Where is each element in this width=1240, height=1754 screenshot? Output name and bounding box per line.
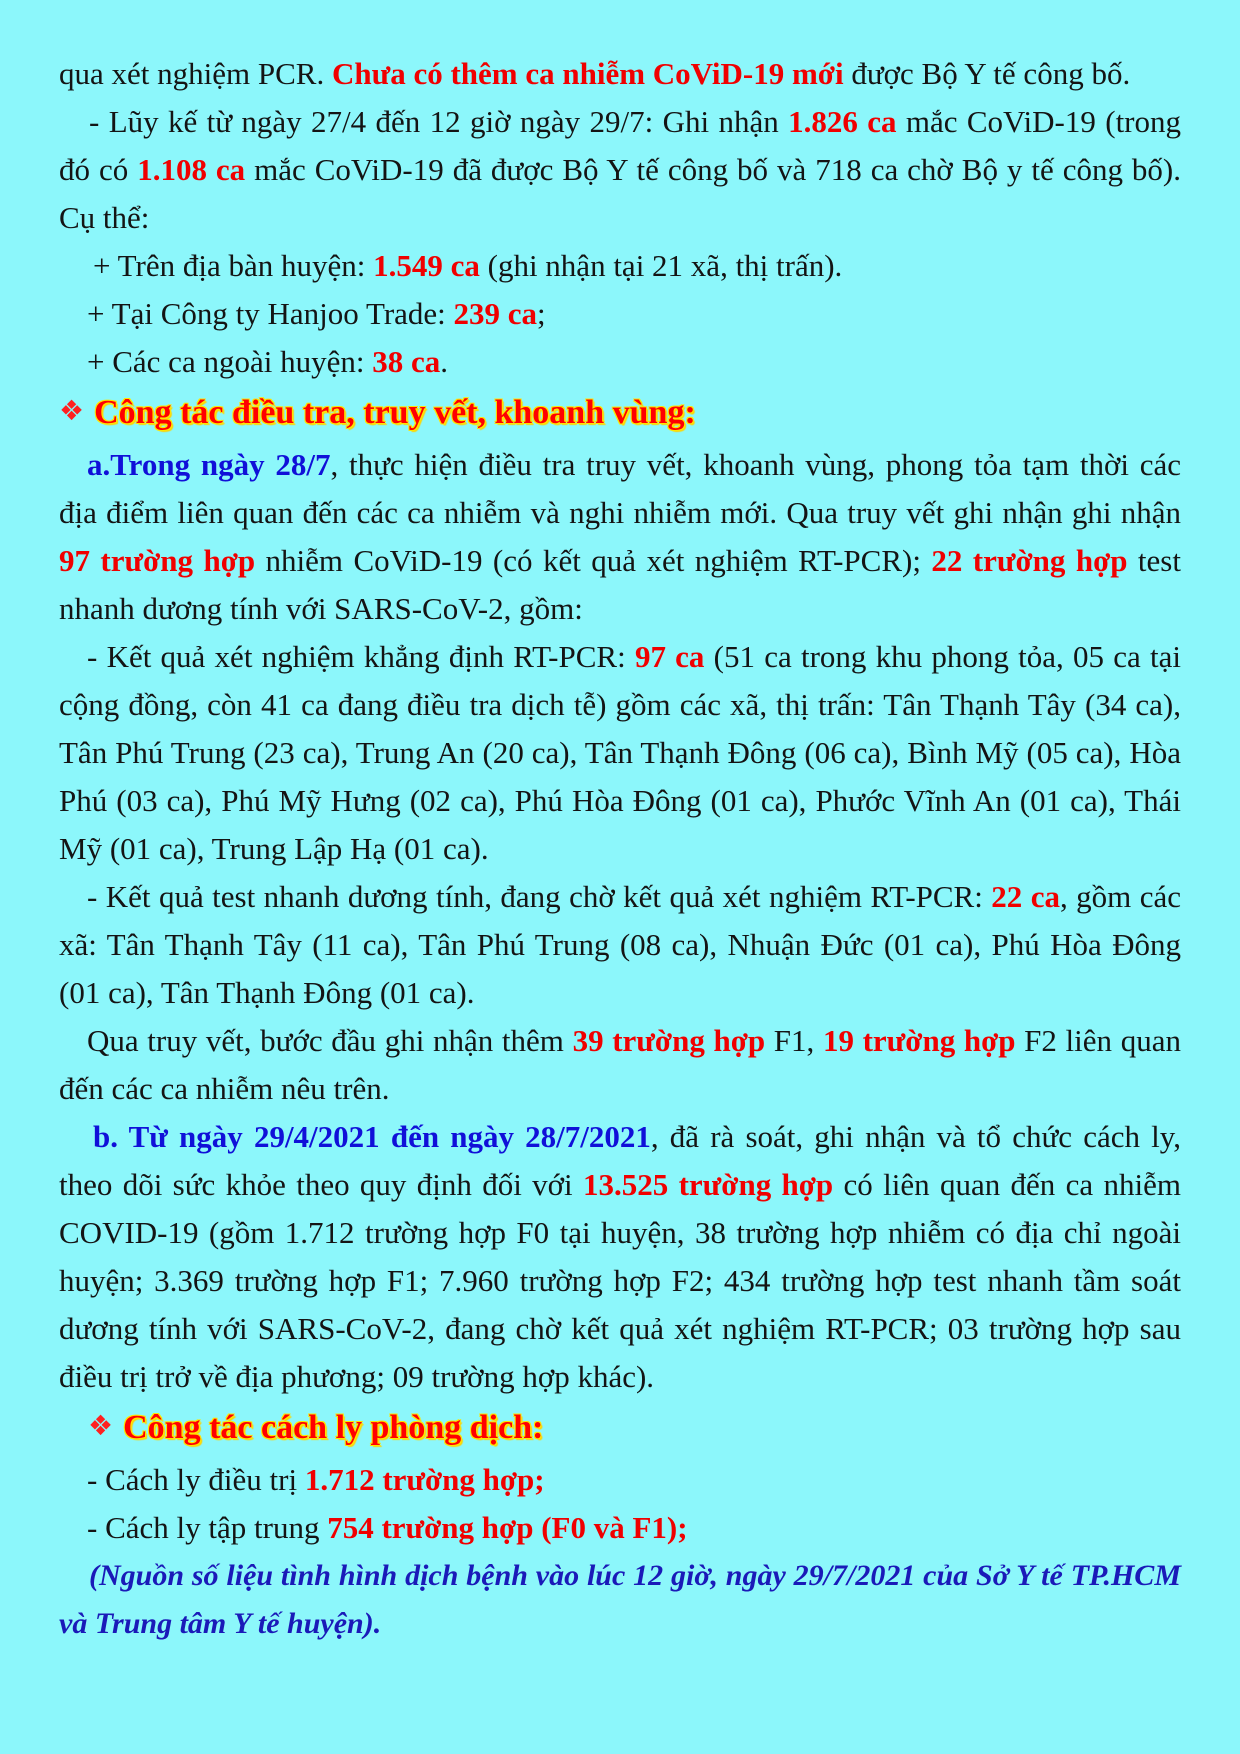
concentrated-label: - Cách ly tập trung bbox=[87, 1510, 328, 1545]
pcr-results-value: 97 ca bbox=[634, 639, 705, 674]
rapid-test-value: 22 ca bbox=[991, 879, 1060, 914]
source-note: (Nguồn số liệu tình hình dịch bệnh vào lúc 12 giờ, ngày 29/7/2021 của Sở Y tế TP.HCM và Trung tâm Y tế huyện). bbox=[59, 1559, 1181, 1640]
intro-text-end: được Bộ Y tế công bố. bbox=[843, 56, 1131, 91]
paragraph-b-lead: b. Từ ngày 29/4/2021 đến ngày 28/7/2021 bbox=[93, 1119, 651, 1154]
paragraph-a-text-2: nhiễm CoViD-19 (có kết quả xét nghiệm RT-PCR); bbox=[255, 543, 932, 578]
f2-count: 19 trường hợp bbox=[822, 1023, 1016, 1058]
tracing-text-3: F2 liên quan đến các ca nhiễm nêu trên. bbox=[59, 1023, 1181, 1106]
paragraph-a-text: , thực hiện điều tra truy vết, khoanh vùng, phong tỏa tạm thời các địa điểm liên quan đến các ca nhiễm và nghi nhiễm mới. Qua truy vết ghi nhận ghi nhận bbox=[59, 447, 1182, 530]
announced-cases-value: 1.108 ca bbox=[137, 152, 246, 187]
rapid-details: , gồm các xã: Tân Thạnh Tây (11 ca), Tân Phú Trung (08 ca), Nhuận Đức (01 ca), Phú Hòa Đông (01 ca), Tân Thạnh Đông (01 ca). bbox=[59, 879, 1181, 1010]
cumulative-paragraph bbox=[59, 98, 1181, 242]
section-heading-investigation bbox=[59, 388, 1181, 439]
rapid-test-count: 22 trường hợp bbox=[931, 543, 1128, 578]
document-body bbox=[59, 50, 1181, 1648]
intro-text: qua xét nghiệm PCR. bbox=[59, 56, 332, 91]
company-cases-line bbox=[59, 290, 1181, 338]
f1-count: 39 trường hợp bbox=[572, 1023, 766, 1058]
isolation-concentrated-line bbox=[59, 1504, 1181, 1552]
concentrated-value: 754 trường hợp (F0 và F1); bbox=[327, 1510, 688, 1545]
outside-label: + Các ca ngoài huyện: bbox=[87, 344, 373, 379]
tracing-paragraph bbox=[59, 1017, 1181, 1113]
pcr-results-paragraph bbox=[59, 633, 1181, 873]
rapid-test-paragraph bbox=[59, 873, 1181, 1017]
district-note: (ghi nhận tại 21 xã, thị trấn). bbox=[479, 248, 843, 283]
paragraph-b bbox=[59, 1113, 1181, 1401]
pcr-label: - Kết quả xét nghiệm khẳng định RT-PCR: bbox=[87, 639, 635, 674]
paragraph-b-text: , đã rà soát, ghi nhận và tổ chức cách ly, theo dõi sức khỏe theo quy định đối với bbox=[59, 1119, 1181, 1202]
paragraph-a bbox=[59, 441, 1181, 633]
diamond-bullet-icon: ❖ bbox=[88, 1409, 114, 1442]
district-label: + Trên địa bàn huyện: bbox=[93, 248, 374, 283]
company-punct: ; bbox=[537, 296, 546, 331]
treatment-label: - Cách ly điều trị bbox=[87, 1462, 305, 1497]
total-traced-value: 13.525 trường hợp bbox=[583, 1167, 834, 1202]
diamond-bullet-icon: ❖ bbox=[59, 394, 85, 427]
cumulative-total-value: 1.826 ca bbox=[788, 104, 897, 139]
cumulative-text-3: mắc CoViD-19 đã được Bộ Y tế công bố và 718 ca chờ Bộ y tế công bố). Cụ thể: bbox=[59, 152, 1181, 235]
company-label: + Tại Công ty Hanjoo Trade: bbox=[87, 296, 454, 331]
section-title: Công tác cách ly phòng dịch: bbox=[123, 1409, 544, 1446]
treatment-value: 1.712 trường hợp; bbox=[304, 1462, 545, 1497]
section-title: Công tác điều tra, truy vết, khoanh vùng: bbox=[94, 394, 696, 431]
pcr-cases-count: 97 trường hợp bbox=[59, 543, 256, 578]
no-new-cases-highlight: Chưa có thêm ca nhiễm CoViD-19 mới bbox=[331, 56, 844, 91]
intro-paragraph bbox=[59, 50, 1181, 98]
isolation-treatment-line bbox=[59, 1456, 1181, 1504]
district-cases-line bbox=[59, 242, 1181, 290]
pcr-details: (51 ca trong khu phong tỏa, 05 ca tại cộng đồng, còn 41 ca đang điều tra dịch tễ) gồm các xã, thị trấn: Tân Thạnh Tây (34 ca), Tân Phú Trung (23 ca), Trung An (20 ca), Tân Thạnh Đông (06 ca), Bình Mỹ (05 ca), Hòa Phú (03 ca), Phú Mỹ Hưng (02 ca), Phú Hòa Đông (01 ca), Phước Vĩnh An (01 ca), Thái Mỹ (01 ca), Trung Lập Hạ (01 ca). bbox=[59, 639, 1181, 866]
district-cases-value: 1.549 ca bbox=[373, 248, 480, 283]
rapid-label: - Kết quả test nhanh dương tính, đang chờ kết quả xét nghiệm RT-PCR: bbox=[87, 879, 992, 914]
paragraph-a-lead: a.Trong ngày 28/7 bbox=[87, 447, 331, 482]
section-heading-isolation bbox=[88, 1403, 1181, 1454]
outside-cases-line bbox=[59, 338, 1181, 386]
tracing-text-2: F1, bbox=[765, 1023, 823, 1058]
paragraph-a-text-3: test nhanh dương tính với SARS-CoV-2, gồm: bbox=[59, 543, 1181, 626]
tracing-text: Qua truy vết, bước đầu ghi nhận thêm bbox=[87, 1023, 573, 1058]
paragraph-b-text-2: có liên quan đến ca nhiễm COVID-19 (gồm 1.712 trường hợp F0 tại huyện, 38 trường hợp nhiễm có địa chỉ ngoài huyện; 3.369 trường hợp F1; 7.960 trường hợp F2; 434 trường hợp test nhanh tầm soát dương tính với SARS-CoV-2, đang chờ kết quả xét nghiệm RT-PCR; 03 trường hợp sau điều trị trở về địa phương; 09 trường hợp khác). bbox=[59, 1167, 1181, 1394]
outside-cases-value: 38 ca bbox=[372, 344, 441, 379]
cumulative-text: - Lũy kế từ ngày 27/4 đến 12 giờ ngày 29/7: Ghi nhận bbox=[89, 104, 789, 139]
company-cases-value: 239 ca bbox=[453, 296, 538, 331]
cumulative-text-2: mắc CoViD-19 (trong đó có bbox=[59, 104, 1182, 187]
outside-punct: . bbox=[440, 344, 448, 379]
